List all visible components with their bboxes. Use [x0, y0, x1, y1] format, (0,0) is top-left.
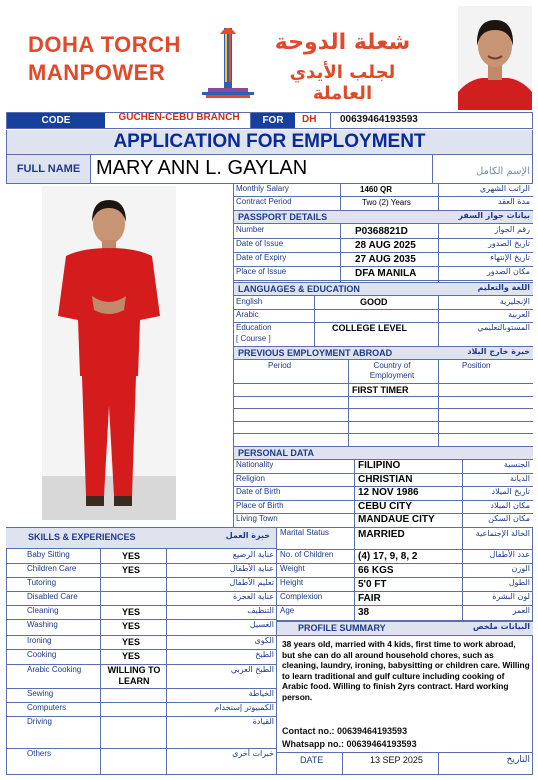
skill-row-arabic: الكوى: [254, 636, 274, 645]
profile-summary-text: 38 years old, married with 4 kids, first time to work abroad, but she can do all around household chores, such as cleaning, laundry, ironing, babysitting or children care. Willing to learn traditional and gulf culture including cooking of Arabic food. Willing to finish 2yrs contract. Hard working person.: [282, 639, 530, 702]
contract-label: Contract Period: [236, 197, 292, 206]
dh-label: DH: [302, 114, 317, 125]
personal2-row-label: Weight: [280, 564, 305, 573]
previous-title: PREVIOUS EMPLOYMENT ABROAD: [238, 348, 393, 358]
skill-row-arabic: القيادة: [252, 717, 274, 726]
skill-row-label: Tutoring: [27, 578, 57, 587]
applicant-head-photo: [458, 6, 532, 110]
english-arabic: الإنجليزية: [499, 297, 530, 306]
skill-row-value: YES: [122, 565, 141, 575]
divider: [234, 280, 533, 281]
profile-title: PROFILE SUMMARY: [298, 623, 386, 633]
personal-row-value: CEBU CITY: [358, 500, 412, 512]
passport-title-arabic: بيانات جواز السفر: [458, 211, 530, 220]
personal-row-label: Nationality: [236, 460, 274, 469]
contact-number: Contact no.: 00639464193593: [282, 726, 408, 736]
first-timer: FIRST TIMER: [352, 385, 409, 395]
divider: [340, 224, 341, 282]
personal-row-label: Date of Birth: [236, 487, 281, 496]
personal2-row-arabic: لون البشرة: [492, 592, 530, 601]
passport-row-label: Place of Issue: [236, 267, 287, 276]
personal-row-label: Living Town: [236, 514, 278, 523]
passport-row-value: P0368821D: [355, 226, 408, 237]
personal2-row-value: (4) 17, 9, 8, 2: [358, 551, 418, 562]
personal2-row-value: MARRIED: [358, 529, 405, 540]
divider: [438, 360, 439, 446]
passport-row-arabic: رقم الجواز: [494, 225, 530, 234]
personal2-row-arabic: العمر: [512, 606, 530, 615]
skill-row-label: Baby Sitting: [27, 550, 70, 559]
languages-title-arabic: اللغة والتعليم: [477, 283, 530, 292]
personal2-row-label: Marital Status: [280, 528, 329, 537]
code-label: CODE: [7, 113, 105, 128]
branch-name: GUCHEN-CEBU BRANCH: [118, 112, 240, 123]
personal2-row-label: Complexion: [280, 592, 323, 601]
full-name-value: MARY ANN L. GAYLAN: [96, 157, 308, 179]
skill-row-arabic: عناية العجزة: [233, 592, 274, 601]
skill-row-label: Arabic Cooking: [27, 665, 82, 674]
education-label: Education: [236, 323, 272, 332]
education-arabic: المستوىالتعليمي: [477, 323, 530, 332]
company-arabic-line1: شعلة الدوحة: [274, 30, 411, 55]
divider: [438, 224, 439, 282]
divider: [462, 527, 463, 621]
english-value: GOOD: [360, 297, 388, 307]
company-name-line1: DOHA TORCH: [28, 32, 181, 57]
divider: [234, 408, 533, 409]
skill-row-arabic: خبرات أخرى: [232, 749, 274, 758]
skill-row-value: WILLING TO LEARN: [107, 665, 161, 686]
personal2-row-arabic: عدد الأطفال: [489, 550, 530, 559]
profile-title-arabic: البيانات ملخص: [472, 622, 530, 631]
skill-row-arabic: التنظيف: [247, 606, 274, 615]
full-name-arabic: الإسم الكامل: [475, 166, 530, 177]
date-label: DATE: [300, 755, 324, 765]
personal-row-value: MANDAUE CITY: [358, 514, 435, 525]
date-arabic: التاريخ: [506, 755, 530, 765]
divider: [462, 460, 463, 527]
personal-row-value: CHRISTIAN: [358, 473, 413, 485]
contract-value: Two (2) Years: [362, 198, 411, 207]
skill-row-arabic: عناية الأطفال: [229, 564, 274, 573]
personal2-row-arabic: الحالة الإجتماعية: [475, 529, 530, 538]
passport-row-value: DFA MANILA: [355, 268, 417, 279]
divider: [234, 421, 533, 422]
skill-row-arabic: عناية الرضيع: [232, 550, 274, 559]
personal-row-arabic: مكان السكن: [488, 514, 530, 523]
salary-value: 1460 QR: [360, 185, 393, 194]
date-value: 13 SEP 2025: [370, 755, 423, 765]
personal-row-value: FILIPINO: [358, 460, 401, 471]
education-course-label: [ Course ]: [236, 334, 271, 343]
skill-row-label: Ironing: [27, 636, 52, 645]
skill-row-label: Cooking: [27, 650, 57, 659]
personal2-row-label: Height: [280, 578, 304, 587]
skill-row-label: Sewing: [27, 689, 54, 698]
whatsapp-number: Whatsapp no.: 00639464193593: [282, 739, 417, 749]
passport-row-value: 28 AUG 2025: [355, 240, 416, 251]
skill-row-value: YES: [122, 651, 141, 661]
skill-row-label: Children Care: [27, 564, 77, 573]
reference-number: 00639464193593: [340, 114, 418, 125]
period-col-header: Period: [268, 361, 292, 370]
divider: [348, 360, 349, 446]
skill-row-label: Others: [27, 749, 52, 758]
personal2-row-arabic: الطول: [508, 578, 530, 587]
skill-row-value: YES: [122, 637, 141, 647]
passport-row-arabic: تاريخ الإنتهاء: [490, 253, 530, 262]
skill-row-label: Cleaning: [27, 606, 59, 615]
torch-tower-logo: [198, 22, 258, 102]
salary-label: Monthly Salary: [236, 184, 289, 193]
languages-title: LANGUAGES & EDUCATION: [238, 284, 360, 294]
personal-row-label: Religion: [236, 473, 265, 483]
full-name-label: FULL NAME: [7, 155, 90, 183]
personal2-row-label: No. of Children: [280, 550, 334, 559]
salary-arabic: الراتب الشهري: [479, 184, 530, 193]
personal-row-arabic: الديانة: [509, 473, 530, 483]
company-arabic-line2: لجلب الأيدي العاملة: [289, 62, 396, 104]
skill-row-label: Computers: [27, 703, 67, 712]
personal-row-arabic: تاريخ الميلاد: [491, 487, 530, 496]
skill-row-arabic: الطبخ العربي: [230, 665, 274, 674]
position-col-header: Position: [462, 361, 491, 370]
passport-row-label: Number: [236, 225, 265, 234]
arabic-arabic: العربية: [508, 310, 530, 319]
skill-row-label: Driving: [27, 717, 52, 726]
divider: [234, 396, 533, 397]
skill-row-value: YES: [122, 621, 141, 631]
skill-row-arabic: الغسيل: [249, 620, 274, 629]
personal2-row-label: Age: [280, 606, 295, 615]
previous-title-arabic: خبرة خارج البلاد: [467, 347, 530, 356]
skill-row-arabic: الطبخ: [255, 650, 274, 659]
skill-row-arabic: الخياطة: [248, 689, 274, 698]
passport-row-value: 27 AUG 2035: [355, 254, 416, 265]
personal-row-label: Place of Birth: [236, 500, 284, 510]
arabic-label: Arabic: [236, 310, 259, 319]
skill-row-label: Disabled Care: [27, 592, 78, 601]
personal-row-value: 12 NOV 1986: [358, 487, 419, 498]
for-label: FOR: [251, 113, 295, 128]
company-name-line2: MANPOWER: [28, 60, 166, 85]
skills-title: SKILLS & EXPERIENCES: [28, 532, 136, 542]
personal2-row-value: 38: [358, 607, 370, 618]
personal2-row-value: 66 KGS: [358, 565, 394, 576]
skill-row-arabic: تعليم الأطفال: [229, 578, 274, 587]
passport-row-arabic: مكان الصدور: [486, 267, 530, 276]
skill-row-value: YES: [122, 551, 141, 561]
english-label: English: [236, 297, 263, 306]
form-title: APPLICATION FOR EMPLOYMENT: [6, 130, 533, 154]
personal2-row-arabic: الوزن: [511, 564, 530, 573]
passport-row-arabic: تاريخ الصدور: [488, 239, 530, 248]
country-col-header: Country of Employment: [369, 361, 415, 380]
personal-row-arabic: الجنسية: [503, 460, 530, 469]
skills-title-arabic: خبرة العمل: [225, 531, 270, 540]
passport-row-label: Date of Issue: [236, 239, 284, 248]
education-value: COLLEGE LEVEL: [332, 323, 408, 333]
divider: [234, 433, 533, 434]
personal2-row-value: 5'0 FT: [358, 579, 387, 590]
contract-arabic: مدة العقد: [498, 197, 530, 206]
passport-row-label: Date of Expiry: [236, 253, 287, 262]
personal-title: PERSONAL DATA: [238, 448, 315, 458]
skill-row-value: YES: [122, 607, 141, 617]
divider: [354, 460, 355, 527]
divider: [354, 527, 355, 621]
personal2-row-value: FAIR: [358, 593, 381, 604]
skill-row-label: Washing: [27, 620, 58, 629]
personal-row-arabic: مكان الميلاد: [490, 500, 530, 510]
passport-title: PASSPORT DETAILS: [238, 212, 328, 222]
skill-row-arabic: الكمبيوتر إستخدام: [214, 703, 274, 712]
divider: [234, 383, 533, 384]
applicant-full-body-photo: [42, 186, 176, 520]
